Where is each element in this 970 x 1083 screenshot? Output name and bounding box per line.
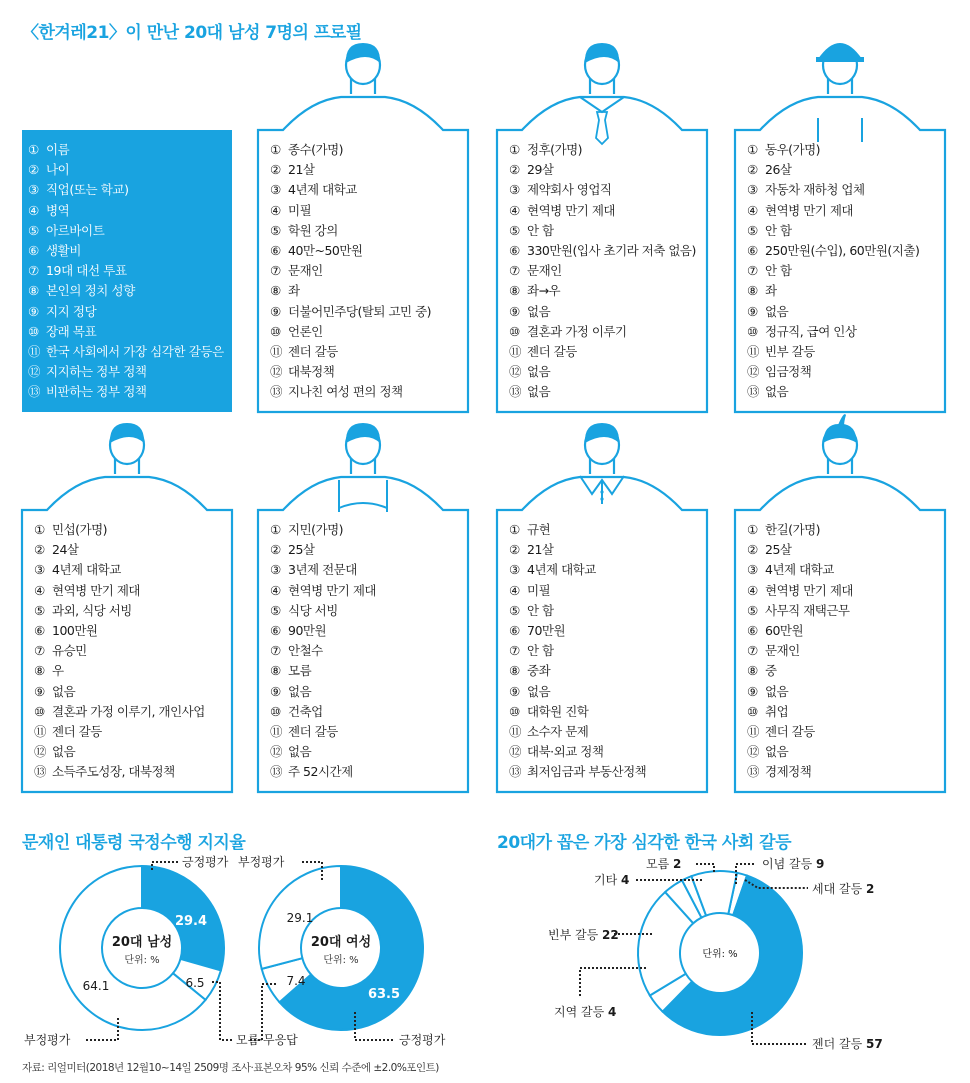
profile-field-value: 없음 — [288, 744, 312, 760]
legend-item-number: ④ — [28, 202, 39, 218]
profile-field-number: ② — [747, 542, 758, 558]
profile-field-number: ② — [270, 162, 281, 178]
profile-field-value: 대학원 진학 — [527, 703, 589, 719]
profile-field-value: 소수자 문제 — [527, 724, 589, 740]
legend-item-label: 이름 — [46, 142, 70, 157]
profile-field-number: ⑥ — [270, 243, 281, 259]
profile-field-number: ② — [270, 542, 281, 558]
unit-label: 단위: % — [124, 955, 160, 966]
approval-chart-title: 문재인 대통령 국정수행 지지율 — [22, 833, 246, 853]
profile-field-number: ⑦ — [270, 643, 281, 659]
source-footnote: 자료: 리얼미터(2018년 12월10~14일 2509명 조사·표본오차 95% 신뢰 수준에 ±2.0%포인트) — [22, 1062, 439, 1074]
profile-field-number: ⑬ — [509, 764, 522, 780]
profile-field-value: 지나친 여성 편의 정책 — [288, 384, 403, 400]
profile-field-number: ⑪ — [34, 724, 47, 740]
profile-field-number: ⑨ — [270, 683, 281, 699]
legend-item-number: ⑫ — [28, 364, 41, 380]
profile-field-value: 자동차 재하청 업체 — [765, 182, 865, 198]
profile-field-value: 대북·외교 정책 — [527, 744, 604, 760]
profile-field-number: ⑬ — [509, 384, 522, 400]
profile-field-number: ⑨ — [747, 683, 758, 699]
profile-field-value: 결혼과 가정 이루기 — [527, 323, 627, 339]
slice-label — [812, 1036, 883, 1051]
profile-field-value: 결혼과 가정 이루기, 개인사업 — [52, 703, 205, 719]
slice-name: 빈부 갈등 — [548, 928, 599, 942]
profile-field-number: ③ — [270, 562, 281, 578]
profile-field-number: ⑬ — [747, 384, 760, 400]
profile-field-number: ⑤ — [747, 222, 758, 238]
profile-field-value: 과외, 식당 서빙 — [52, 602, 132, 618]
unit-label: 단위: % — [323, 955, 359, 966]
profile-field-value: 90만원 — [288, 623, 327, 639]
profile-field-value: 모름 — [288, 663, 312, 679]
profile-field-number: ⑬ — [747, 764, 760, 780]
profile-field-number: ⑥ — [509, 243, 520, 259]
profile-field-number: ⑪ — [270, 724, 283, 740]
profile-field-number: ⑬ — [270, 764, 283, 780]
profile-field-value: 좌 — [765, 283, 777, 299]
profile-field-number: ⑩ — [270, 323, 281, 339]
legend-item-number: ⑥ — [28, 243, 39, 259]
donut-chart — [238, 854, 446, 1047]
profile-field-number: ⑫ — [747, 364, 760, 380]
profile-field-number: ⑤ — [509, 222, 520, 238]
profile-field-value: 학원 강의 — [288, 222, 338, 238]
profile-field-value: 24살 — [52, 542, 79, 558]
profile-field-value: 미필 — [288, 202, 312, 218]
profile-field-number: ⑥ — [270, 623, 281, 639]
profile-field-value: 문재인 — [527, 263, 562, 279]
profile-field-value: 250만원(수입), 60만원(지출) — [765, 243, 920, 259]
profile-field-value: 젠더 갈등 — [288, 724, 338, 740]
profile-field-value: 4년제 대학교 — [527, 562, 596, 578]
legend-item-label: 나이 — [46, 162, 70, 178]
profile-field-number: ⑪ — [509, 344, 522, 360]
legend-item-label: 아르바이트 — [46, 222, 105, 238]
profile-field-number: ⑥ — [34, 623, 45, 639]
slice-label — [548, 927, 619, 942]
slice-value: 2 — [866, 882, 875, 896]
profile-field-value: 330만원(입사 초기라 저축 없음) — [527, 243, 696, 259]
profile-field-number: ① — [34, 522, 45, 537]
slice-label — [762, 856, 824, 871]
profile-field-number: ⑧ — [509, 283, 520, 299]
legend-item-label: 비판하는 정부 정책 — [46, 384, 147, 400]
legend-item-number: ⑩ — [28, 323, 39, 339]
profile-field-value: 사무직 재택근무 — [765, 602, 850, 618]
profile-field-value: 없음 — [765, 303, 789, 319]
profile-field-number: ② — [509, 542, 520, 558]
profile-field-number: ⑨ — [34, 683, 45, 699]
slice-name: 부정평가 — [238, 855, 285, 869]
profile-field-number: ① — [270, 522, 281, 537]
slice-name: 세대 갈등 — [812, 882, 863, 896]
profile-field-number: ⑫ — [270, 364, 283, 380]
profile-field-number: ④ — [509, 202, 520, 218]
unit-label: 단위: % — [702, 949, 738, 960]
profile-field-value: 젠더 갈등 — [288, 344, 338, 360]
profile-field-value: 좌 — [288, 283, 300, 299]
data-label: 29.1 — [286, 911, 314, 925]
profile-field-number: ⑩ — [747, 323, 758, 339]
profile-field-number: ⑦ — [747, 643, 758, 659]
profile-field-number: ⑥ — [747, 243, 758, 259]
slice-label — [554, 1004, 616, 1019]
profile-field-value: 문재인 — [765, 643, 800, 659]
profile-field-number: ⑨ — [509, 683, 520, 699]
profile-field-value: 25살 — [765, 542, 792, 558]
legend-item-number: ⑦ — [28, 263, 39, 279]
profile-field-number: ① — [509, 142, 520, 157]
profile-field-number: ⑥ — [509, 623, 520, 639]
profile-field-number: ⑫ — [270, 744, 283, 760]
profile-field-value: 안 함 — [765, 263, 792, 279]
legend-item-number: ② — [28, 162, 39, 178]
profile-field-value: 없음 — [527, 364, 551, 380]
profile-field-number: ③ — [509, 562, 520, 578]
profile-field-value: 안 함 — [527, 643, 554, 659]
profile-field-value: 경제정책 — [765, 764, 812, 780]
legend-item-number: ⑪ — [28, 344, 41, 360]
profile-field-number: ⑫ — [509, 744, 522, 760]
profile-field-value: 없음 — [288, 683, 312, 699]
profile-field-number: ① — [509, 522, 520, 537]
profile-field-value: 건축업 — [288, 703, 323, 719]
profile-field-value: 없음 — [765, 683, 789, 699]
profile-field-value: 한길(가명) — [765, 522, 821, 537]
profile-field-number: ⑪ — [747, 724, 760, 740]
profile-field-number: ⑧ — [509, 663, 520, 679]
slice-value: 57 — [866, 1037, 883, 1051]
profile-field-number: ② — [34, 542, 45, 558]
profile-field-number: ⑧ — [747, 283, 758, 299]
legend-item-number: ③ — [28, 182, 39, 198]
profile-field-value: 문재인 — [288, 263, 323, 279]
legend-item-label: 지지하는 정부 정책 — [46, 364, 147, 380]
profile-field-value: 현역병 만기 제대 — [288, 582, 376, 598]
data-label: 7.4 — [286, 974, 306, 988]
profile-field-value: 4년제 대학교 — [288, 182, 357, 198]
profile-field-value: 중좌 — [527, 663, 551, 679]
profile-field-number: ④ — [747, 582, 758, 598]
legend-item-label: 직업(또는 학교) — [46, 182, 129, 198]
profile-field-value: 젠더 갈등 — [765, 724, 815, 740]
center-label: 20대 남성 — [111, 935, 173, 950]
legend-item-number: ⑨ — [28, 303, 39, 319]
profile-field-value: 없음 — [527, 683, 551, 699]
profile-field-number: ⑤ — [34, 602, 45, 618]
profile-field-number: ③ — [34, 562, 45, 578]
profile-field-number: ⑧ — [747, 663, 758, 679]
slice-name: 긍정평가 — [182, 855, 229, 869]
slice-name: 모름 — [646, 857, 670, 871]
profile-field-number: ⑦ — [747, 263, 758, 279]
profile-field-value: 안철수 — [288, 643, 323, 659]
data-label: 29.4 — [174, 914, 208, 929]
profile-field-number: ① — [747, 522, 758, 537]
profile-field-number: ⑪ — [747, 344, 760, 360]
profile-field-number: ⑪ — [270, 344, 283, 360]
profile-field-value: 25살 — [288, 542, 315, 558]
profile-field-value: 젠더 갈등 — [52, 724, 102, 740]
profile-field-value: 지민(가명) — [288, 522, 344, 537]
profile-field-number: ③ — [747, 562, 758, 578]
profile-field-value: 안 함 — [527, 602, 554, 618]
profile-field-number: ⑦ — [509, 643, 520, 659]
slice-name: 지역 갈등 — [554, 1005, 605, 1019]
profile-field-number: ⑫ — [747, 744, 760, 760]
profile-field-value: 규현 — [527, 522, 551, 537]
profile-field-number: ⑤ — [747, 602, 758, 618]
profile-field-number: ⑫ — [34, 744, 47, 760]
profile-field-value: 빈부 갈등 — [765, 344, 815, 360]
slice-label — [594, 872, 629, 887]
profile-field-value: 민섭(가명) — [52, 522, 108, 537]
profile-field-number: ⑧ — [34, 663, 45, 679]
profile-field-number: ⑪ — [509, 724, 522, 740]
profile-field-number: ⑬ — [270, 384, 283, 400]
profile-field-value: 젠더 갈등 — [527, 344, 577, 360]
profile-field-value: 없음 — [765, 744, 789, 760]
profile-field-value: 미필 — [527, 582, 551, 598]
profile-field-number: ② — [509, 162, 520, 178]
profile-field-number: ⑨ — [747, 303, 758, 319]
legend-item-label: 19대 대선 투표 — [46, 263, 127, 279]
profile-field-number: ④ — [270, 582, 281, 598]
profile-field-number: ④ — [270, 202, 281, 218]
legend-item-number: ⑬ — [28, 384, 41, 400]
profile-field-number: ⑦ — [270, 263, 281, 279]
profile-field-number: ③ — [747, 182, 758, 198]
profile-field-number: ⑦ — [509, 263, 520, 279]
legend-item-number: ⑤ — [28, 222, 39, 238]
profile-field-value: 현역병 만기 제대 — [527, 202, 615, 218]
legend-item-label: 병역 — [46, 202, 70, 218]
profile-field-value: 40만~50만원 — [288, 243, 363, 259]
profile-field-number: ⑩ — [747, 703, 758, 719]
profile-field-value: 없음 — [527, 384, 551, 400]
profile-field-value: 정규직, 급여 인상 — [765, 323, 857, 339]
profile-field-value: 유승민 — [52, 643, 87, 659]
profile-field-value: 취업 — [765, 703, 789, 719]
profile-field-value: 언론인 — [288, 323, 323, 339]
profile-field-number: ⑩ — [270, 703, 281, 719]
profile-field-number: ⑥ — [747, 623, 758, 639]
slice-name: 부정평가 — [24, 1033, 71, 1047]
profile-field-value: 29살 — [527, 162, 554, 178]
profile-field-number: ⑬ — [34, 764, 47, 780]
profile-field-value: 종수(가명) — [288, 142, 344, 157]
data-label: 64.1 — [82, 979, 110, 993]
profile-field-value: 3년제 전문대 — [288, 562, 357, 578]
profile-field-number: ① — [747, 142, 758, 157]
profile-field-number: ⑦ — [34, 643, 45, 659]
profile-field-value: 현역병 만기 제대 — [765, 582, 853, 598]
legend-item-number: ⑧ — [28, 283, 39, 299]
profile-field-value: 현역병 만기 제대 — [52, 582, 140, 598]
profile-field-value: 21살 — [288, 162, 315, 178]
profile-field-value: 최저임금과 부동산정책 — [527, 764, 647, 780]
profile-field-number: ⑧ — [270, 283, 281, 299]
profile-field-value: 더불어민주당(탈퇴 고민 중) — [288, 303, 432, 319]
profile-field-value: 우 — [52, 663, 64, 679]
profile-field-value: 없음 — [527, 303, 551, 319]
slice-value: 4 — [608, 1005, 617, 1019]
data-label: 6.5 — [185, 976, 205, 990]
profile-field-number: ② — [747, 162, 758, 178]
profile-field-value: 4년제 대학교 — [52, 562, 121, 578]
profile-field-value: 21살 — [527, 542, 554, 558]
profile-field-number: ④ — [747, 202, 758, 218]
slice-value: 4 — [621, 873, 630, 887]
slice-value: 2 — [673, 857, 682, 871]
legend-item-label: 본인의 정치 성향 — [46, 283, 135, 299]
profile-field-number: ⑩ — [509, 703, 520, 719]
profile-field-value: 임금정책 — [765, 364, 812, 380]
profile-field-value: 없음 — [52, 683, 76, 699]
profile-field-value: 제약회사 영업직 — [527, 182, 612, 198]
profile-field-value: 26살 — [765, 162, 792, 178]
profile-field-value: 주 52시간제 — [288, 764, 353, 780]
conflict-chart-title: 20대가 꼽은 가장 심각한 한국 사회 갈등 — [497, 833, 791, 853]
page-title: 〈한겨레21〉이 만난 20대 남성 7명의 프로필 — [22, 23, 362, 43]
profile-field-value: 4년제 대학교 — [765, 562, 834, 578]
profile-field-number: ③ — [509, 182, 520, 198]
profile-field-number: ⑧ — [270, 663, 281, 679]
profile-field-value: 좌→우 — [527, 283, 561, 299]
slice-name: 젠더 갈등 — [812, 1037, 863, 1051]
profile-field-value: 안 함 — [765, 222, 792, 238]
center-label: 20대 여성 — [310, 935, 372, 950]
profile-field-number: ⑨ — [270, 303, 281, 319]
profile-field-number: ⑤ — [270, 602, 281, 618]
profile-field-number: ⑩ — [509, 323, 520, 339]
donut-chart — [548, 856, 883, 1051]
profile-field-number: ⑤ — [270, 222, 281, 238]
profile-field-number: ③ — [270, 182, 281, 198]
profile-field-value: 70만원 — [527, 623, 566, 639]
profile-field-value: 중 — [765, 663, 777, 679]
slice-name: 긍정평가 — [399, 1033, 446, 1047]
profile-field-number: ⑫ — [509, 364, 522, 380]
profile-field-number: ⑤ — [509, 602, 520, 618]
legend-item-label: 지지 정당 — [46, 303, 97, 319]
profile-field-value: 60만원 — [765, 623, 804, 639]
slice-name: 이념 갈등 — [762, 857, 813, 871]
slice-value: 22 — [602, 928, 619, 942]
slice-name: 기타 — [594, 873, 618, 887]
slice-value: 9 — [816, 857, 825, 871]
legend-item-number: ① — [28, 142, 39, 157]
profile-field-value: 없음 — [52, 744, 76, 760]
profile-field-number: ④ — [34, 582, 45, 598]
profile-field-value: 식당 서빙 — [288, 602, 338, 618]
profile-field-value: 안 함 — [527, 222, 554, 238]
legend-item-label: 한국 사회에서 가장 심각한 갈등은 — [46, 344, 224, 360]
profile-field-number: ⑩ — [34, 703, 45, 719]
profile-field-value: 현역병 만기 제대 — [765, 202, 853, 218]
profile-field-number: ⑨ — [509, 303, 520, 319]
slice-name: 모름·무응답 — [236, 1033, 298, 1047]
profile-field-value: 100만원 — [52, 623, 98, 639]
data-label: 63.5 — [367, 987, 401, 1002]
profile-field-value: 소득주도성장, 대북정책 — [52, 764, 175, 780]
profile-field-value: 정후(가명) — [527, 142, 583, 157]
slice-label — [812, 881, 874, 896]
legend-item-label: 생활비 — [46, 243, 82, 259]
profile-field-value: 동우(가명) — [765, 142, 821, 157]
profile-field-number: ④ — [509, 582, 520, 598]
donut-chart — [24, 854, 298, 1047]
profile-field-number: ① — [270, 142, 281, 157]
legend-item-label: 장래 목표 — [46, 323, 97, 339]
slice-label — [646, 857, 681, 871]
profile-field-value: 대북정책 — [288, 364, 335, 380]
profile-field-value: 없음 — [765, 384, 789, 400]
